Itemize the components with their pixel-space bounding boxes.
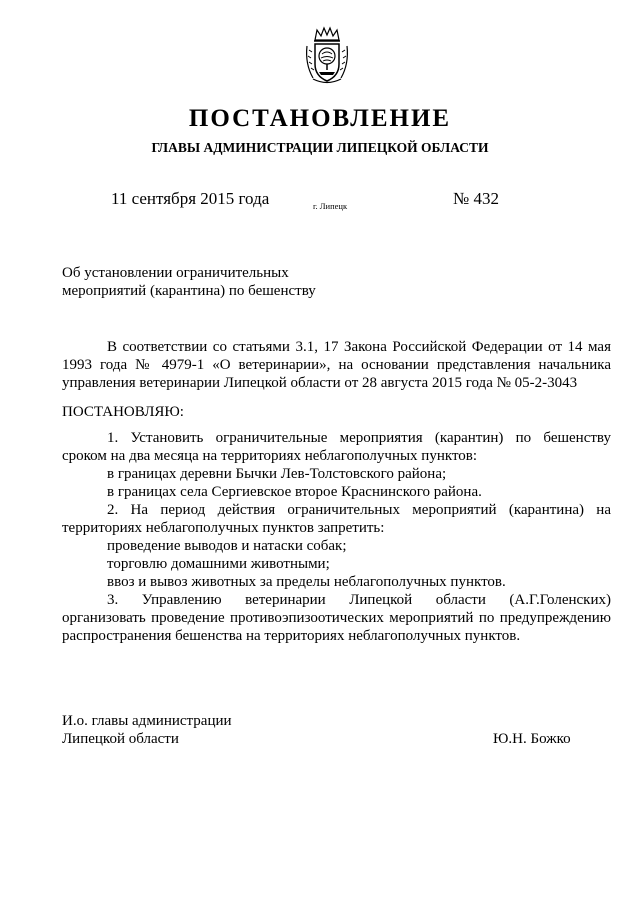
item-2-line: территориях неблагополучных пунктов запретить:	[62, 520, 385, 536]
signatory-name: Ю.Н. Божко	[493, 731, 571, 747]
document-title: ПОСТАНОВЛЕНИЕ	[188, 105, 452, 132]
item-3-line: распространения бешенства на территориях неблагополучных пунктов.	[62, 628, 521, 644]
signatory-position	[62, 712, 232, 748]
subject-line: мероприятий (карантина) по бешенству	[62, 283, 316, 299]
signatory-position-line: Липецкой области	[62, 731, 179, 747]
document-subtitle: ГЛАВЫ АДМИНИСТРАЦИИ ЛИПЕЦКОЙ ОБЛАСТИ	[151, 140, 489, 155]
item-2-sub: ввоз и вывоз животных за пределы неблагополучных пунктов.	[107, 574, 506, 590]
item-1-line: сроком на два месяца на территориях неблагополучных пунктов:	[62, 448, 478, 464]
item-3-line: организовать проведение противоэпизоотических мероприятий по предупреждению	[62, 610, 611, 626]
coat-of-arms-emblem-icon	[303, 26, 351, 86]
decree-items	[62, 429, 611, 645]
document-city: г. Липецк	[313, 201, 348, 211]
item-1-sub: в границах села Сергиевское второе Краснинского района.	[107, 484, 482, 500]
item-2-line: 2. На период действия ограничительных мероприятий (карантина) на	[107, 502, 611, 518]
document-date: 11 сентября 2015 года	[111, 189, 270, 208]
preamble	[62, 338, 611, 392]
signatory-position-line: И.о. главы администрации	[62, 713, 232, 729]
document-subject	[62, 264, 316, 300]
preamble-line: управления ветеринарии Липецкой области от 28 августа 2015 года № 05-2-3043	[62, 375, 578, 391]
item-2-sub: проведение выводов и натаски собак;	[107, 538, 347, 554]
preamble-line: 1993 года № 4979-1 «О ветеринарии», на основании представления начальника	[62, 357, 611, 373]
decree-word: ПОСТАНОВЛЯЮ:	[62, 404, 184, 420]
item-1-line: 1. Установить ограничительные мероприятия (карантин) по бешенству	[107, 430, 611, 446]
item-1-sub: в границах деревни Бычки Лев-Толстовского района;	[107, 466, 447, 482]
subject-line: Об установлении ограничительных	[62, 265, 289, 281]
item-2-sub: торговлю домашними животными;	[107, 556, 330, 572]
item-3-line: 3. Управлению ветеринарии Липецкой области (А.Г.Голенских)	[107, 592, 611, 608]
document-number: № 432	[453, 189, 499, 208]
preamble-line: В соответствии со статьями 3.1, 17 Закона Российской Федерации от 14 мая	[107, 339, 611, 355]
